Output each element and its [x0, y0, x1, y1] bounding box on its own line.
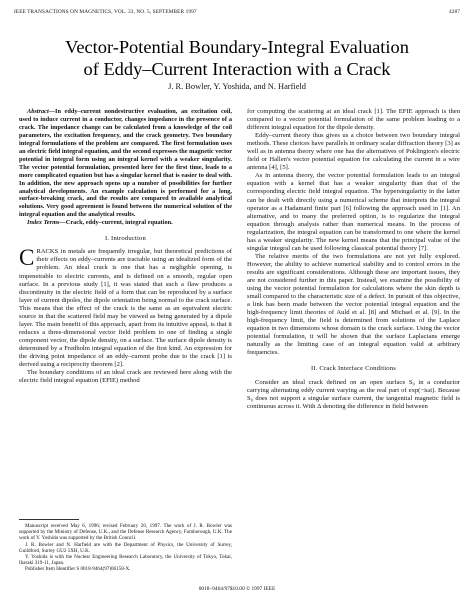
- right-column: [247, 108, 460, 411]
- index-terms-text: —Crack, eddy–current, integral equation.: [59, 219, 173, 227]
- intro-paragraph-1: [19, 245, 232, 369]
- copyright-footer: 0018–9464/97$10.00 © 1997 IEEE: [198, 586, 276, 592]
- footnote-rule: [19, 519, 79, 520]
- index-terms-label: Index Terms: [27, 219, 60, 227]
- intro-paragraph-2: The boundary conditions of an ideal crack are reviewed here along with the electric field integral equation (EFIE) method: [19, 369, 232, 385]
- author-list: J. R. Bowler, Y. Yoshida, and N. Harfield: [168, 82, 306, 91]
- intro-paragraph-1-text: RACKS in metals are frequently irregular, but theoretical predictions of their effects on eddy–currents are tractable using an idealized form of the problem. An ideal crack is one that has a negligible opening, is impenetrable to electric currents, and is defined on a smooth, regular open surface. In a previous study [1], it was stated that such a flaw produces a discontinuity in the electric field of a form that can be reproduced by a surface layer of current dipoles, the dipole orientation being normal to the crack surface. This means that the effect of the crack is the same as an equivalent electric source in that the scattered field may be viewed as being generated by a dipole layer. The main benefit of this approach, apart from its intuitive appeal, is that it reduces a three-dimensional vector field problem to one of finding a single component vector, the dipole density, on a surface. The surface dipole density is determined by a Fredholm integral equation of the first kind. An expression for the driving point impedance of an eddy–current probe due to the crack [1] is derived using a reciprocity theorem [2].: [19, 248, 232, 369]
- footnote-block: [19, 519, 232, 573]
- section-heading-introduction: I. Introduction: [104, 235, 147, 243]
- body-paragraph-1: for computing the scattering at an ideal crack [1]. The EFIE approach is then compared to a vector potential formulation of the same problem leading to a different integral equation for the dipole density.: [247, 108, 460, 132]
- body-paragraph-2: Eddy–current theory thus gives us a choice between two boundary integral methods. These choices have parallels in ordinary scalar diffraction theory [3] as well as in antenna theory where one has the alternatives of Poklington's electric field or Hallen's vector potential equation for calculating the current in a wire antenna [4], [5].: [247, 132, 460, 172]
- abstract-text: In eddy–current nondestructive evaluation, an excitation coil, used to induce current in a conductor, changes impedance in the presence of a crack. The impedance change can be calculated from a knowledge of the coil parameters, the excitation frequency, and the crack geometry. Two boundary integral formulations of the problem are compared. The first formulation uses an electric field integral equation, and the second expresses the magnetic vector potential in integral form using an integral kernel with a weaker singularity. The vector potential formulation, presented here for the first time, leads to a more complicated equation but has a singular kernel that is easier to deal with. In addition, the new approach opens up a number of possibilities for further analytical developments. An example calculation is performed for a long, surface-breaking crack, and the results are compared to available analytical solutions. Very good agreement is found between the numerical solution of the integral equation and the analytical results.: [19, 108, 232, 219]
- abstract: [19, 108, 232, 219]
- paper-title: [0, 36, 474, 80]
- title-line-1: Vector-Potential Boundary-Integral Evaluation: [65, 37, 409, 57]
- body-paragraph-3: As in antenna theory, the vector potential formulation leads to an integral equation with a kernel that has a weaker singularity than that of the corresponding electric field integral equation. The hypersingularity in the latter can be dealt with directly using a numerical scheme that interprets the integral operator as a Hadamard finite part [6] following the approach used in [1]. An alternative, and to many the preferred option, is to regularize the integral equation through analysis rather than numerical means. In the process of regularization, the integral equation can be transformed to one where the kernel has a weaker singularity. The new kernel means that the principal value of the singular integral can be used following classical potential theory [7].: [247, 172, 460, 252]
- index-terms: [19, 219, 232, 227]
- footnote-identifier: Publisher Item Identifier S 0018-9464(97)06158-X.: [25, 566, 131, 573]
- journal-citation: IEEE TRANSACTIONS ON MAGNETICS, VOL. 33, NO. 5, SEPTEMBER 1997: [14, 9, 197, 15]
- footnote-manuscript: Manuscript received May 6, 1996; revised February 20, 1997. The work of J. R. Bowler was supported by the Ministry of Defense, U.K., and the Defense Research Agency, Farnborough, U.K. The work of Y. Yoshida was supported by the British Council.: [19, 523, 232, 542]
- title-line-2: of Eddy–Current Interaction with a Crack: [83, 59, 391, 79]
- section-heading-crack-interface: II. Crack Interface Conditions: [310, 365, 397, 373]
- footnote-affiliation-1: J. R. Bowler and N. Harfield are with the Department of Physics, the University of Surrey, Guildford, Surrey GU2 5XH, U.K.: [19, 541, 232, 554]
- abstract-label: Abstract—: [27, 108, 55, 115]
- footnote-affiliation-2: Y. Yoshida is with the Nuclear Engineering Research Laboratory, the University of Tokyo, Tokai, Ibaraki 319-11, Japan.: [19, 554, 232, 567]
- body-paragraph-4: The relative merits of the two formulations are not yet fully explored. However, the ability to achieve numerical stability and to control errors in the results are significant considerations. Although these are important issues, they are not considered further in this paper. Instead, we examine the possibility of using the vector potential formulation for calculations where the skin depth is small compared to the characteristic size of a defect. In pursuit of this objective, a link has been made between the vector potential integral equation and the high-frequency limit theories of Auld et al. [8] and Michael et al. [9]. In the high-frequency limit, the field is determined from solutions of the Laplace equation in two dimensions whose domain is the crack surface. Using the vector potential formulation, it will be shown that the surface Laplacians emerge naturally as the limiting case of an integral equation valid at arbitrary frequencies.: [247, 252, 460, 357]
- section2-paragraph-1: Consider an ideal crack defined on an open surface S₀ in a conductor carrying alternating eddy current varying as the real part of exp(−iωt). Because S₀ does not support a singular surface current, the tangential magnetic field is continuous across it. With Δ denoting the difference in field between: [247, 378, 460, 410]
- running-head: [14, 9, 460, 19]
- left-column: [19, 108, 232, 385]
- drop-cap: C: [19, 245, 35, 271]
- page-number: 4287: [449, 9, 460, 15]
